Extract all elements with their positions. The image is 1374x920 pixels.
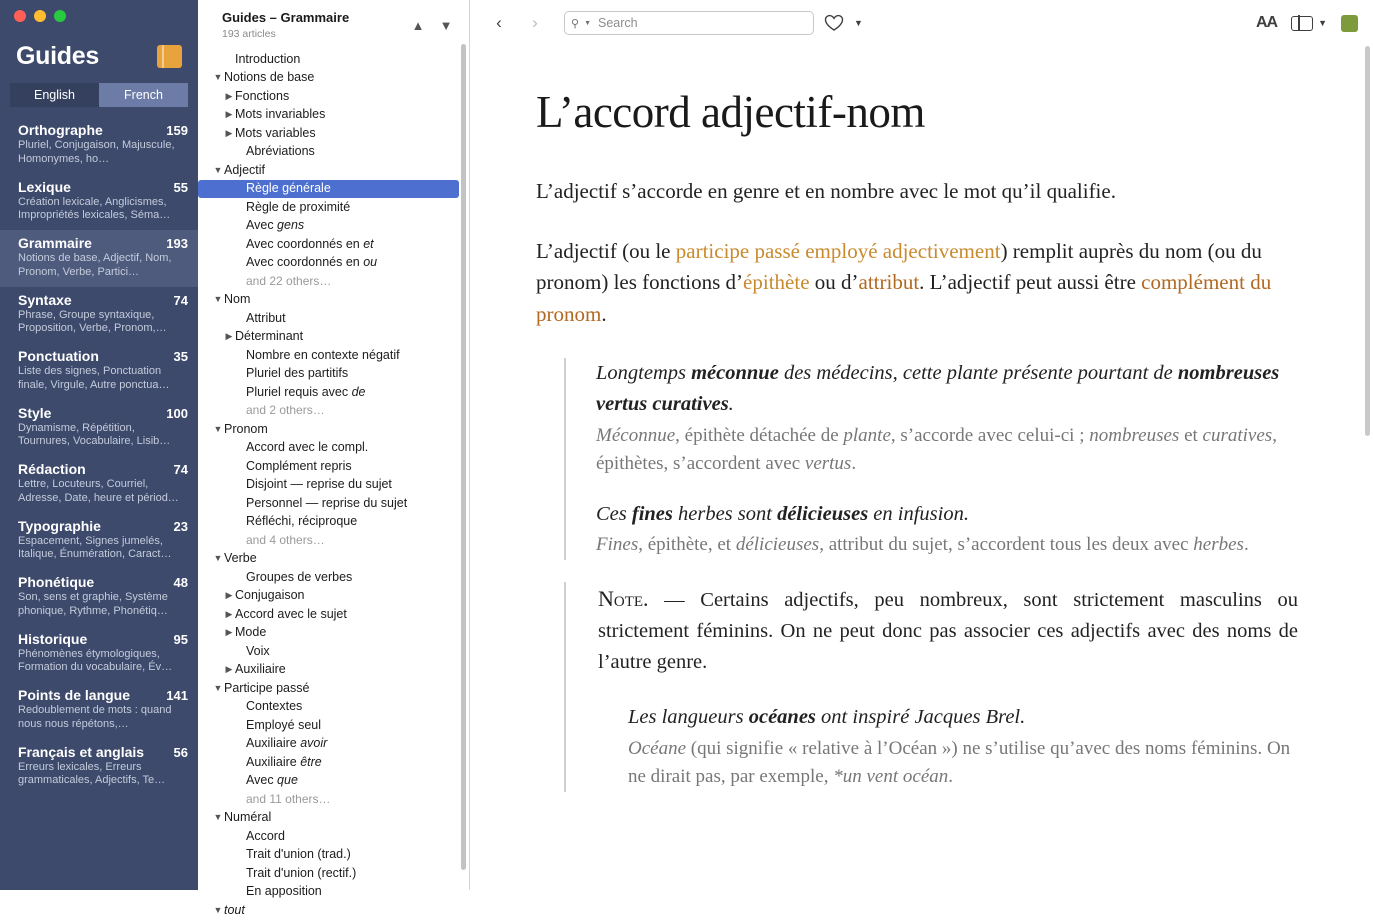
chevron-down-icon[interactable]: ▼ (213, 72, 223, 82)
sidebar-item-points-de-langue[interactable] (0, 682, 198, 739)
toc-item[interactable] (198, 550, 469, 569)
toc-item[interactable] (198, 605, 469, 624)
toc-item[interactable] (198, 457, 469, 476)
search-icon: ⚲ (571, 17, 580, 30)
para2-text-3: ou d’ (809, 270, 859, 294)
sidebar-item-typographie[interactable] (0, 513, 198, 570)
category-description: Notions de base, Adjectif, Nom, Pronom, Verbe, Partici… (18, 252, 172, 278)
toc-item[interactable] (198, 346, 469, 365)
category-name: Phonétique (18, 574, 95, 590)
note-label: Note. (598, 585, 649, 611)
link-complement-du-pronom[interactable]: complément du pronom (536, 270, 1272, 326)
chevron-down-icon[interactable]: ▼ (584, 19, 591, 27)
toc-item[interactable] (198, 809, 469, 828)
table-of-contents-panel (198, 0, 470, 917)
category-description: Liste des signes, Ponctuation finale, Virgule, Autre ponctua… (18, 365, 170, 391)
toc-scrollbar-thumb[interactable] (461, 44, 466, 870)
note-example (598, 702, 1298, 792)
note-example-explanation: Océane (qui signifie « relative à l’Océan ») ne s’utilise qu’avec des noms féminins. On ne dirait pas, par exemple, *un vent océan. (628, 737, 1291, 788)
reader-scrollbar-thumb[interactable] (1365, 46, 1370, 436)
language-option-english[interactable]: English (10, 83, 99, 107)
toc-item[interactable] (198, 106, 469, 125)
toc-item-label: Avec coordonnés en et (246, 236, 374, 251)
category-count: 74 (173, 292, 188, 308)
toc-item[interactable] (198, 679, 469, 698)
heart-icon[interactable] (824, 14, 844, 32)
toc-item[interactable] (198, 661, 469, 680)
reader-toolbar (470, 0, 1374, 46)
app-title: Guides (16, 42, 99, 70)
sidebar-item-fran-ais-et-anglais[interactable] (0, 739, 198, 796)
toc-item-label: Déterminant (235, 329, 304, 343)
chevron-up-icon[interactable]: ▲ (411, 17, 425, 33)
category-description: Erreurs lexicales, Erreurs grammaticales, Adjectifs, Te… (18, 760, 166, 787)
toc-item-label: Avec coordonnés en ou (246, 255, 378, 269)
toc-item-label: Personnel — reprise du sujet (246, 495, 408, 510)
toc-item[interactable] (198, 365, 469, 384)
para2-text-5: . (601, 301, 607, 326)
language-switch[interactable] (10, 83, 188, 107)
article-paragraph-2 (536, 236, 1298, 331)
category-name: Syntaxe (18, 291, 72, 308)
toc-subtitle: 193 articles (222, 27, 276, 40)
toc-item-label: Notions de base (224, 70, 315, 84)
toc-item[interactable] (198, 883, 469, 902)
category-count: 55 (173, 179, 188, 195)
toc-item[interactable] (198, 901, 469, 920)
toc-item-label: Accord avec le sujet (235, 606, 347, 621)
chevron-down-icon[interactable]: ▼ (439, 17, 453, 33)
toc-item-label: Voix (246, 643, 270, 658)
toc-item-label: Avec que (246, 773, 298, 787)
sidebar-item-ponctuation[interactable] (0, 343, 198, 400)
forward-arrow-icon[interactable]: › (532, 13, 538, 32)
toc-item-label: Auxiliaire (235, 662, 286, 676)
chevron-down-icon[interactable]: ▼ (213, 904, 223, 915)
toc-item-label: Employé seul (246, 717, 322, 732)
toc-item[interactable] (198, 624, 469, 643)
sidebar-item-lexique[interactable] (0, 174, 198, 231)
toc-item-label: Introduction (235, 51, 301, 66)
toc-item-label: En apposition (246, 884, 322, 898)
chevron-right-icon[interactable]: ▶ (225, 627, 233, 637)
sidebar-item-r-daction[interactable] (0, 456, 198, 513)
toc-item-label: Attribut (246, 310, 286, 325)
chevron-right-icon[interactable]: ▶ (225, 127, 233, 138)
sidebar-item-orthographe[interactable] (0, 117, 198, 174)
toc-item[interactable] (198, 476, 469, 495)
toc-item[interactable] (198, 698, 469, 717)
toc-item-label: Réfléchi, réciproque (246, 514, 358, 528)
color-swatch[interactable] (1341, 15, 1358, 32)
toc-item-label: Mots invariables (235, 107, 326, 121)
sidebar-item-syntaxe[interactable] (0, 287, 198, 344)
toc-item[interactable] (198, 846, 469, 865)
toc-item-label: Pluriel requis avec de (246, 384, 366, 399)
toc-item-label: tout (224, 902, 245, 917)
close-window-button[interactable] (14, 10, 26, 22)
example-sentence: Ces fines herbes sont délicieuses en infusion. (596, 502, 969, 525)
article-content (470, 46, 1374, 890)
toc-item[interactable] (198, 50, 469, 69)
text-size-button[interactable]: AA (1255, 14, 1278, 31)
toc-item[interactable] (198, 161, 469, 180)
chevron-right-icon[interactable]: ▶ (225, 109, 233, 119)
toc-item[interactable] (198, 420, 469, 439)
category-name: Style (18, 404, 52, 421)
toc-item-label: Fonctions (235, 88, 290, 103)
toc-item[interactable] (198, 827, 469, 846)
toc-more-items[interactable] (198, 790, 469, 809)
toc-item-label: Verbe (224, 551, 257, 565)
toc-item[interactable] (198, 772, 469, 791)
toc-item[interactable] (198, 383, 469, 402)
category-description: Dynamisme, Répétition, Tournures, Vocabulaire, Lisib… (18, 421, 171, 448)
toc-item-label: Règle de proximité (246, 199, 351, 214)
category-description: Phénomènes étymologiques, Formation du vocabulaire, Év… (18, 647, 173, 674)
toc-item[interactable] (198, 309, 469, 328)
toc-item-label: Avec gens (246, 218, 305, 232)
sidebar-item-grammaire[interactable] (0, 230, 198, 287)
category-description: Son, sens et graphie, Système phonique, Rythme, Phonétiq… (18, 591, 168, 617)
toc-item-label: Accord (246, 828, 285, 843)
toc-item[interactable] (198, 254, 469, 273)
toc-item-label: Participe passé (224, 680, 310, 695)
toc-item-label: Contextes (246, 699, 303, 713)
category-description: Redoublement de mots : quand nous nous répétons,… (18, 704, 172, 730)
category-count: 95 (173, 631, 188, 647)
toc-item-label: Numéral (224, 810, 272, 824)
toc-item[interactable] (198, 87, 469, 106)
chevron-right-icon[interactable]: ▶ (225, 331, 233, 341)
chevron-down-icon[interactable]: ▼ (213, 164, 223, 175)
toc-item[interactable] (198, 642, 469, 661)
category-count: 56 (173, 744, 188, 760)
toc-more-items[interactable] (198, 531, 469, 550)
chevron-down-icon[interactable]: ▼ (213, 423, 223, 434)
page-title: L’accord adjectif-nom (536, 87, 925, 137)
toc-item-label: Complément repris (246, 458, 352, 473)
app-title-row (0, 32, 198, 77)
chevron-right-icon[interactable]: ▶ (225, 608, 233, 619)
toc-item-label: and 22 others… (246, 273, 332, 288)
link-attribut[interactable]: attribut (858, 270, 920, 294)
toc-more-items[interactable] (198, 402, 469, 421)
chevron-down-icon[interactable]: ▼ (1318, 18, 1327, 28)
back-arrow-icon[interactable]: ‹ (496, 13, 502, 32)
category-name: Orthographe (18, 122, 103, 138)
toc-item-label: and 4 others… (246, 532, 325, 547)
note-body-text: Certains adjectifs, peu nombreux, sont strictement masculins ou strictement féminins. On ne peut donc pas associer ces adjectifs avec des noms de l’autre genre. (598, 588, 1298, 674)
toc-item-label: Abréviations (246, 144, 315, 158)
category-name: Historique (18, 630, 88, 647)
example-block (564, 358, 1298, 560)
toc-scrollbar[interactable] (461, 44, 466, 870)
chevron-right-icon[interactable]: ▶ (225, 590, 233, 600)
toc-item[interactable] (198, 291, 469, 310)
link-participe-passe[interactable]: participe passé employé adjectivement (675, 238, 1001, 263)
category-name: Rédaction (18, 461, 86, 477)
chevron-down-icon[interactable]: ▼ (213, 294, 223, 304)
category-description: Phrase, Groupe syntaxique, Proposition, Verbe, Pronom,… (18, 308, 167, 335)
book-icon (157, 45, 182, 68)
toc-item-label: Conjugaison (235, 588, 305, 602)
toolbar-right-group (1256, 14, 1358, 32)
toc-item-label: Trait d'union (rectif.) (246, 865, 357, 880)
toc-item[interactable] (198, 568, 469, 587)
category-description: Création lexicale, Anglicismes, Impropriétés lexicales, Séma… (18, 195, 171, 222)
sidebar-item-style[interactable] (0, 400, 198, 457)
toc-item[interactable] (198, 143, 469, 162)
link-epithete[interactable]: épithète (743, 270, 810, 294)
category-name: Lexique (18, 178, 71, 195)
sidebar (0, 0, 198, 890)
search-input[interactable] (596, 15, 807, 31)
toc-item-label: and 2 others… (246, 403, 325, 417)
chevron-down-icon[interactable]: ▼ (213, 682, 223, 693)
reader-panel (470, 0, 1374, 890)
example-explanation: Fines, épithète, et délicieuses, attribut du sujet, s’accordent tous les deux avec herbes. (596, 534, 1249, 556)
toc-item[interactable] (198, 735, 469, 754)
toc-item-label: Accord avec le compl. (246, 440, 369, 454)
category-name: Français et anglais (18, 743, 145, 760)
note-text (598, 582, 1298, 678)
toc-item-label: Adjectif (224, 162, 265, 177)
category-count: 74 (173, 462, 188, 477)
chevron-right-icon[interactable]: ▶ (225, 90, 233, 101)
favorites-dropdown-icon[interactable]: ▼ (854, 18, 863, 28)
minimize-window-button[interactable] (34, 10, 46, 22)
toc-header (198, 0, 469, 46)
sidebar-panel-icon[interactable] (1291, 16, 1313, 31)
toc-item[interactable] (198, 198, 469, 217)
category-count: 100 (166, 405, 188, 421)
category-count: 193 (166, 236, 188, 251)
toc-item[interactable] (198, 217, 469, 236)
toc-item-label: Règle générale (246, 181, 331, 195)
article-paragraph-1: L’adjectif s’accorde en genre et en nombre avec le mot qu’il qualifie. (536, 179, 1116, 203)
category-name: Points de langue (18, 687, 131, 703)
toc-item[interactable] (198, 587, 469, 606)
toc-item[interactable] (198, 69, 469, 88)
toc-item[interactable] (198, 513, 469, 532)
toc-more-items[interactable] (198, 272, 469, 291)
category-name: Grammaire (18, 235, 92, 251)
category-description: Lettre, Locuteurs, Courriel, Adresse, Date, heure et périod… (18, 478, 179, 504)
toc-item-label: Pronom (224, 421, 268, 436)
category-list (0, 117, 198, 795)
toc-item-label: Disjoint — reprise du sujet (246, 477, 392, 491)
toc-item[interactable] (198, 124, 469, 143)
toc-title: Guides – Grammaire (222, 10, 350, 26)
category-count: 48 (173, 575, 188, 590)
toc-item-label: Mots variables (235, 125, 316, 140)
category-name: Ponctuation (18, 348, 99, 364)
category-count: 141 (166, 688, 188, 703)
example-explanation: Méconnue, épithète détachée de plante, s’accorde avec celui-ci ; nombreuses et curatives, épithètes, s’accordent avec vertus. (596, 424, 1277, 474)
toc-item[interactable] (198, 494, 469, 513)
category-count: 23 (173, 518, 188, 534)
example-sentence: Longtemps méconnue des médecins, cette plante présente pourtant de nombreuses vertus curatives. (596, 362, 1280, 415)
toc-item-label: and 11 others… (246, 791, 331, 806)
toc-list (198, 46, 469, 917)
toc-item[interactable] (198, 180, 459, 199)
note-example-sentence: Les langueurs océanes ont inspiré Jacques Brel. (628, 706, 1026, 729)
zoom-window-button[interactable] (54, 10, 66, 22)
toc-nav-buttons (405, 12, 459, 38)
category-count: 159 (166, 123, 188, 138)
category-description: Espacement, Signes jumelés, Italique, Énumération, Caract… (18, 534, 172, 561)
language-option-french[interactable]: French (99, 83, 188, 107)
chevron-down-icon[interactable]: ▼ (213, 812, 223, 822)
toc-item[interactable] (198, 235, 469, 254)
chevron-right-icon[interactable]: ▶ (225, 664, 233, 674)
note-block (564, 582, 1298, 792)
category-count: 35 (173, 349, 188, 364)
toc-item-label: Groupes de verbes (246, 569, 353, 584)
toc-item[interactable] (198, 328, 469, 347)
toc-item-label: Auxiliaire être (246, 754, 322, 769)
chevron-down-icon[interactable]: ▼ (213, 553, 223, 563)
category-description: Pluriel, Conjugaison, Majuscule, Homonymes, ho… (18, 139, 175, 165)
sidebar-item-phon-tique[interactable] (0, 569, 198, 626)
toc-item[interactable] (198, 439, 469, 458)
toc-item[interactable] (198, 864, 469, 883)
toc-item-label: Nom (224, 292, 251, 306)
para2-text-2: ) remplit auprès du nom (ou du pronom) les fonctions d’ (536, 238, 1262, 294)
toc-item-label: Nombre en contexte négatif (246, 347, 400, 362)
toc-item-label: Mode (235, 625, 267, 639)
sidebar-item-historique[interactable] (0, 626, 198, 683)
window-traffic-lights (0, 0, 198, 32)
toc-item-label: Trait d'union (trad.) (246, 847, 351, 861)
toc-item[interactable] (198, 753, 469, 772)
toc-item[interactable] (198, 716, 469, 735)
search-field[interactable] (564, 11, 814, 35)
reader-scrollbar[interactable] (1365, 46, 1370, 876)
toc-item-label: Auxiliaire avoir (246, 736, 328, 750)
category-name: Typographie (18, 517, 101, 534)
para2-text-4: . L’adjectif peut aussi être (919, 270, 1142, 294)
toc-item-label: Pluriel des partitifs (246, 366, 349, 380)
note-dash: — (664, 588, 685, 611)
para2-text-1: L’adjectif (ou le (536, 238, 676, 263)
